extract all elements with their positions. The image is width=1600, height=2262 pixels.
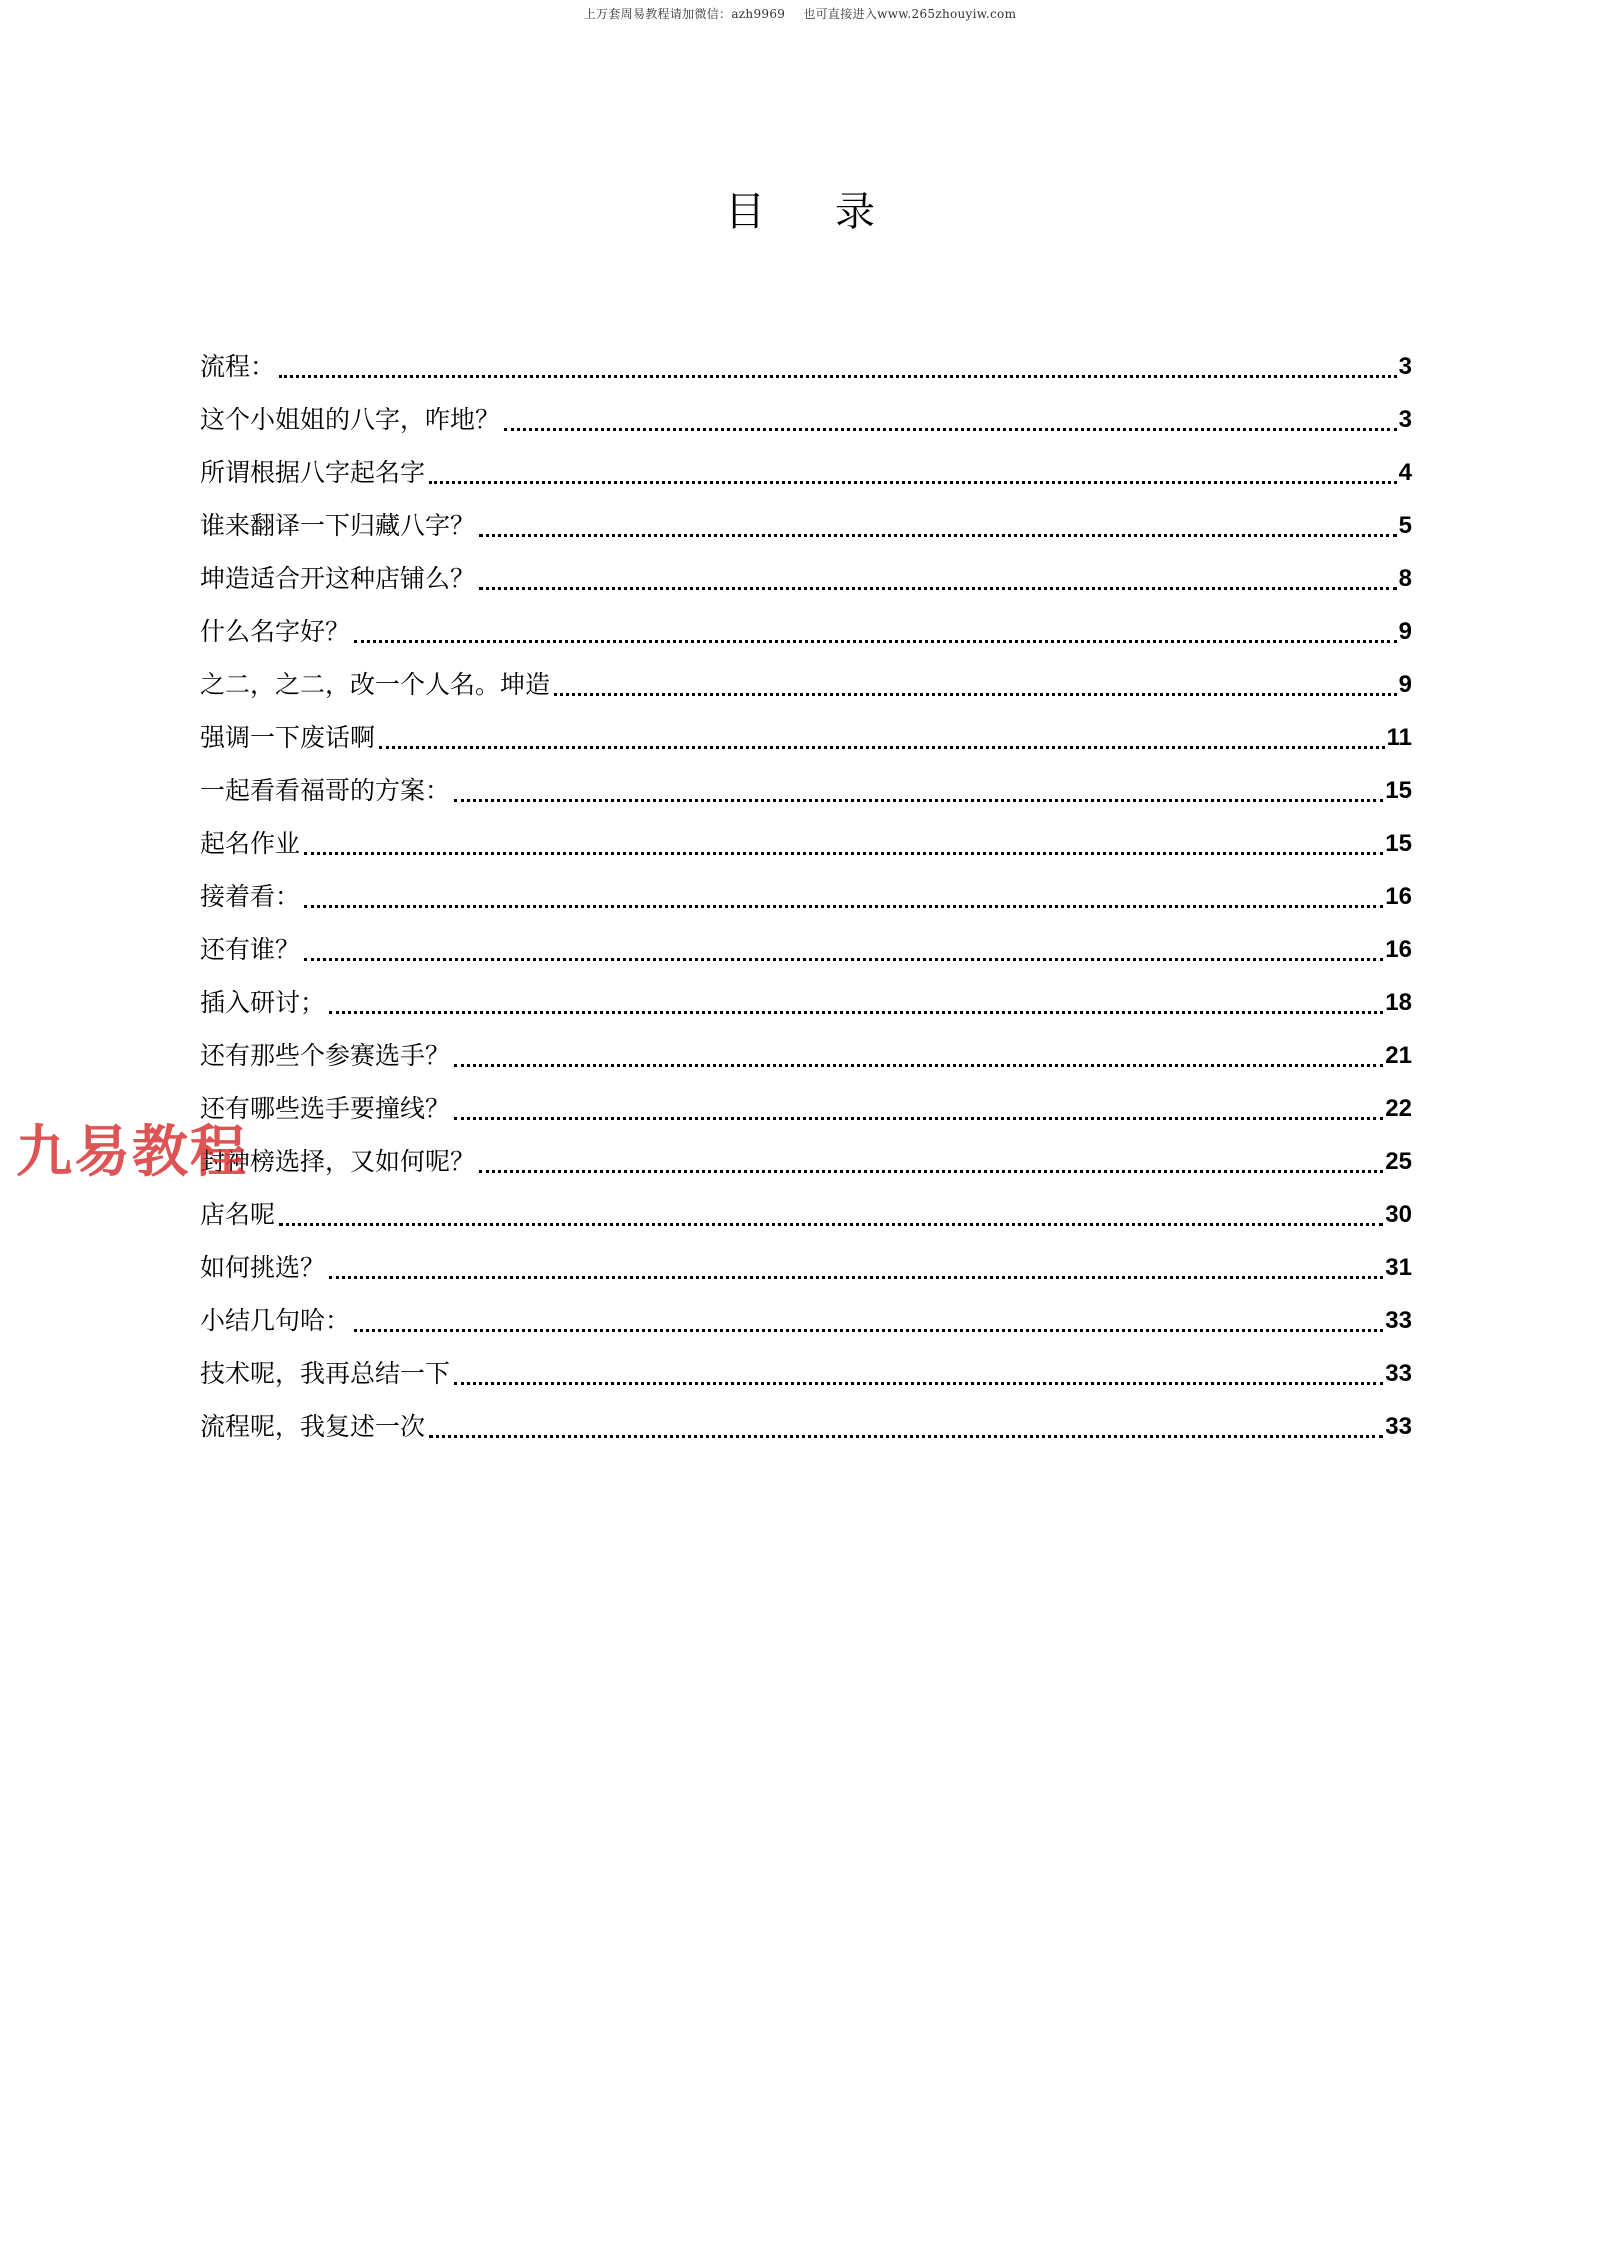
toc-entry-page-number: 9 xyxy=(1398,671,1412,698)
toc-dot-leader xyxy=(304,852,1383,855)
toc-dot-leader xyxy=(279,375,1397,378)
toc-dot-leader xyxy=(329,1276,1383,1279)
toc-entry-label: 强调一下废话啊 xyxy=(200,723,376,752)
toc-entry[interactable] xyxy=(200,705,1412,758)
toc-entry[interactable] xyxy=(200,334,1412,387)
toc-entry-label: 之二，之二，改一个人名。坤造 xyxy=(200,670,551,699)
toc-entry[interactable] xyxy=(200,1129,1412,1182)
toc-entry-label: 所谓根据八字起名字 xyxy=(200,458,426,487)
toc-dot-leader xyxy=(454,1117,1383,1120)
toc-entry-page-number: 25 xyxy=(1385,1148,1412,1175)
header-note-left: 上万套周易教程请加微信：azh9969 xyxy=(583,7,786,21)
toc-entry[interactable] xyxy=(200,493,1412,546)
toc-entry-label: 什么名字好？ xyxy=(200,617,351,646)
toc-dot-leader xyxy=(354,1329,1383,1332)
toc-entry[interactable] xyxy=(200,864,1412,917)
toc-entry-label: 一起看看福哥的方案： xyxy=(200,776,451,805)
toc-entry[interactable] xyxy=(200,1023,1412,1076)
toc-entry-page-number: 22 xyxy=(1385,1095,1412,1122)
toc-entry-page-number: 15 xyxy=(1385,830,1412,857)
toc-dot-leader xyxy=(304,958,1383,961)
toc-entry-label: 流程呢，我复述一次 xyxy=(200,1412,426,1441)
page-title: 目录 xyxy=(725,189,945,235)
toc-entry[interactable] xyxy=(200,917,1412,970)
toc-entry-label: 还有哪些选手要撞线？ xyxy=(200,1094,451,1123)
toc-entry[interactable] xyxy=(200,970,1412,1023)
toc-dot-leader xyxy=(429,1435,1383,1438)
toc-entry-page-number: 5 xyxy=(1398,512,1412,539)
toc-dot-leader xyxy=(279,1223,1383,1226)
toc-entry[interactable] xyxy=(200,599,1412,652)
toc-entry-page-number: 18 xyxy=(1385,989,1412,1016)
toc-entry-label: 还有谁？ xyxy=(200,935,301,964)
toc-entry-page-number: 33 xyxy=(1385,1413,1412,1440)
toc-entry-page-number: 11 xyxy=(1386,724,1412,751)
toc-entry-page-number: 21 xyxy=(1385,1042,1412,1069)
toc-entry-label: 小结几句哈： xyxy=(200,1306,351,1335)
toc-entry-page-number: 4 xyxy=(1398,459,1412,486)
toc-dot-leader xyxy=(354,640,1397,643)
toc-entry[interactable] xyxy=(200,758,1412,811)
toc-entry-page-number: 33 xyxy=(1385,1307,1412,1334)
toc-entry-page-number: 30 xyxy=(1385,1201,1412,1228)
toc-entry[interactable] xyxy=(200,1182,1412,1235)
toc-entry-label: 起名作业 xyxy=(200,829,301,858)
toc-dot-leader xyxy=(454,799,1383,802)
toc-dot-leader xyxy=(454,1382,1383,1385)
toc-entry[interactable] xyxy=(200,546,1412,599)
toc-entry-label: 谁来翻译一下归藏八字？ xyxy=(200,511,476,540)
toc-list xyxy=(200,334,1412,1447)
toc-entry[interactable] xyxy=(200,1076,1412,1129)
toc-entry[interactable] xyxy=(200,1394,1412,1447)
toc-entry-label: 店名呢 xyxy=(200,1200,276,1229)
toc-entry-label: 技术呢，我再总结一下 xyxy=(200,1359,451,1388)
toc-entry-label: 如何挑选？ xyxy=(200,1253,326,1282)
toc-entry-page-number: 16 xyxy=(1385,883,1412,910)
toc-entry-page-number: 9 xyxy=(1398,618,1412,645)
toc-entry-page-number: 33 xyxy=(1385,1360,1412,1387)
toc-entry-label: 这个小姐姐的八字，咋地？ xyxy=(200,405,501,434)
header-note xyxy=(0,5,1600,22)
toc-dot-leader xyxy=(554,693,1397,696)
toc-entry[interactable] xyxy=(200,811,1412,864)
toc-entry-page-number: 31 xyxy=(1385,1254,1412,1281)
toc-entry[interactable] xyxy=(200,1288,1412,1341)
toc-dot-leader xyxy=(504,428,1397,431)
toc-entry[interactable] xyxy=(200,1235,1412,1288)
toc-entry[interactable] xyxy=(200,1341,1412,1394)
toc-dot-leader xyxy=(479,1170,1383,1173)
toc-entry[interactable] xyxy=(200,440,1412,493)
watermark-logo: 九易教程 xyxy=(16,1120,248,1185)
toc-entry-label: 插入研讨； xyxy=(200,988,326,1017)
toc-entry-page-number: 15 xyxy=(1385,777,1412,804)
toc-entry-label: 接着看： xyxy=(200,882,301,911)
toc-entry-page-number: 3 xyxy=(1398,353,1412,380)
toc-dot-leader xyxy=(479,587,1397,590)
toc-dot-leader xyxy=(304,905,1383,908)
toc-dot-leader xyxy=(429,481,1397,484)
toc-dot-leader xyxy=(454,1064,1383,1067)
toc-dot-leader xyxy=(379,746,1385,749)
toc-entry-label: 封神榜选择，又如何呢？ xyxy=(200,1147,476,1176)
toc-entry-label: 还有那些个参赛选手？ xyxy=(200,1041,451,1070)
toc-entry-page-number: 16 xyxy=(1385,936,1412,963)
toc-dot-leader xyxy=(329,1011,1383,1014)
toc-entry-label: 坤造适合开这种店铺么？ xyxy=(200,564,476,593)
header-note-right: 也可直接进入www.265zhouyiw.com xyxy=(803,7,1017,21)
toc-entry[interactable] xyxy=(200,387,1412,440)
toc-dot-leader xyxy=(479,534,1397,537)
toc-entry-label: 流程： xyxy=(200,352,276,381)
toc-entry-page-number: 3 xyxy=(1398,406,1412,433)
toc-entry-page-number: 8 xyxy=(1398,565,1412,592)
toc-entry[interactable] xyxy=(200,652,1412,705)
